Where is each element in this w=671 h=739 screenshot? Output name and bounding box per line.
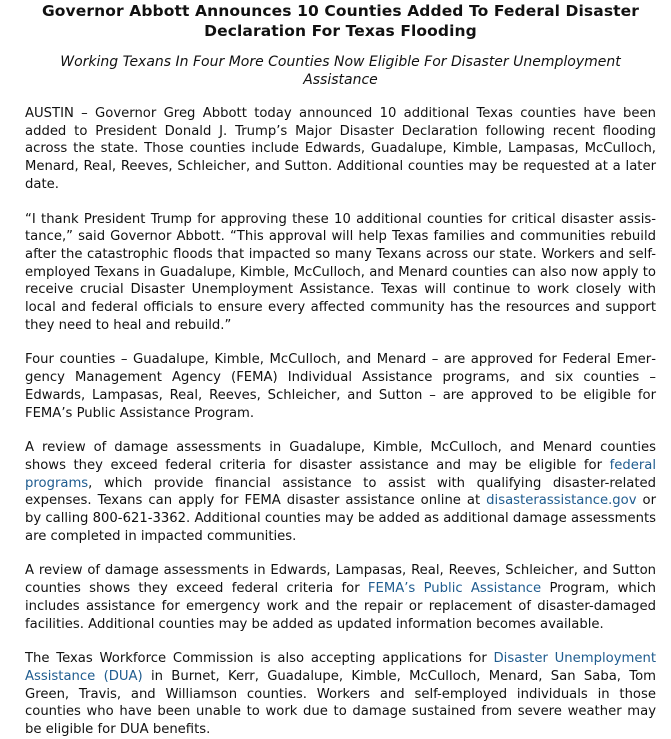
fema-public-assistance-link[interactable]: FEMA’s Public Assistance [367, 581, 542, 597]
paragraph-text: A review of damage assessments in Guadalupe, Kimble, McCulloch, and Menard counties shows they exceed federal criteria for disaster assistance and may be eligible for [25, 440, 656, 473]
paragraph-individual-assistance [25, 439, 656, 545]
paragraph-text: A review of damage assessments in Edwards, Lampasas, Real, Reeves, Schleicher, and Sutton counties shows they exceed federal criteria for [25, 563, 656, 597]
paragraph-text: , which provide financial assistance to assist with qualifying disaster-related expenses. Texans can apply for FEMA disaster assistance online at [25, 475, 656, 509]
paragraph-announcement: AUSTIN – Governor Greg Abbott today announced 10 additional Texas counties have been added to President Donald J. Trump’s Major Disaster Declaration following recent flooding across the state. Those counties include Edwards, Guadalupe, Kimble, Lampasas, McCulloch, Menard, Real, Reeves, Schleicher, and Sutton. Additional counties may be requested at a later date. [25, 106, 656, 192]
disasterassistance-gov-link[interactable]: disasterassistance.gov [486, 493, 637, 509]
dua-link[interactable]: Disaster Unemployment Assistance (DUA) [25, 651, 656, 684]
paragraph-county-approvals: Four counties – Guadalupe, Kimble, McCulloch, and Menard – are approved for Federal Emergency Management Agency (FEMA) Individual Assistance programs, and six counties – Edwards, Lampasas, Real, Reeves, Schleicher, and Sutton – are approved to be eligible for FEMA’s Public Assistance Program. [25, 352, 656, 421]
paragraph-governor-quote: “I thank President Trump for approving these 10 additional counties for critical disaster assistance,” said Governor Abbott. “This approval will help Texas families and communities rebuild after the catastrophic floods that impacted so many Texans across our state. Workers and self-employed Texans in Guadalupe, Kimble, McCulloch, and Menard counties can also now apply to receive crucial Disaster Unemployment Assistance. Texas will continue to work closely with local and federal officials to ensure every affected community has the resources and support they need to heal and rebuild.” [25, 211, 656, 333]
federal-programs-link[interactable]: federal programs [25, 457, 656, 491]
paragraph-text: or by calling 800-621-3362. Additional counties may be added as additional damage assessments are completed in impacted communities. [25, 493, 657, 544]
paragraph-text: in Burnet, Kerr, Guadalupe, Kimble, McCulloch, Menard, San Saba, Tom Green, Travis, and Williamson counties. Workers and self-employed individuals in those counties who have been unable to work due to damage sustained from severe weather may be eligible for DUA benefits. [25, 668, 656, 738]
paragraph-text: The Texas Workforce Commission is also accepting applications for [25, 651, 494, 667]
paragraph-public-assistance [25, 562, 656, 633]
paragraph-dua [25, 650, 656, 739]
page-subtitle: Working Texans In Four More Counties Now Eligible For Disaster Unemployment Assistance [60, 54, 621, 88]
paragraph-text: Program, which includes assistance for emergency work and the repair or replacement of disaster-damaged facilities. Additional counties may be added as updated information becomes available. [25, 581, 656, 632]
page-title: Governor Abbott Announces 10 Counties Added To Federal Disaster Declaration For Texas Flooding [41, 2, 640, 40]
